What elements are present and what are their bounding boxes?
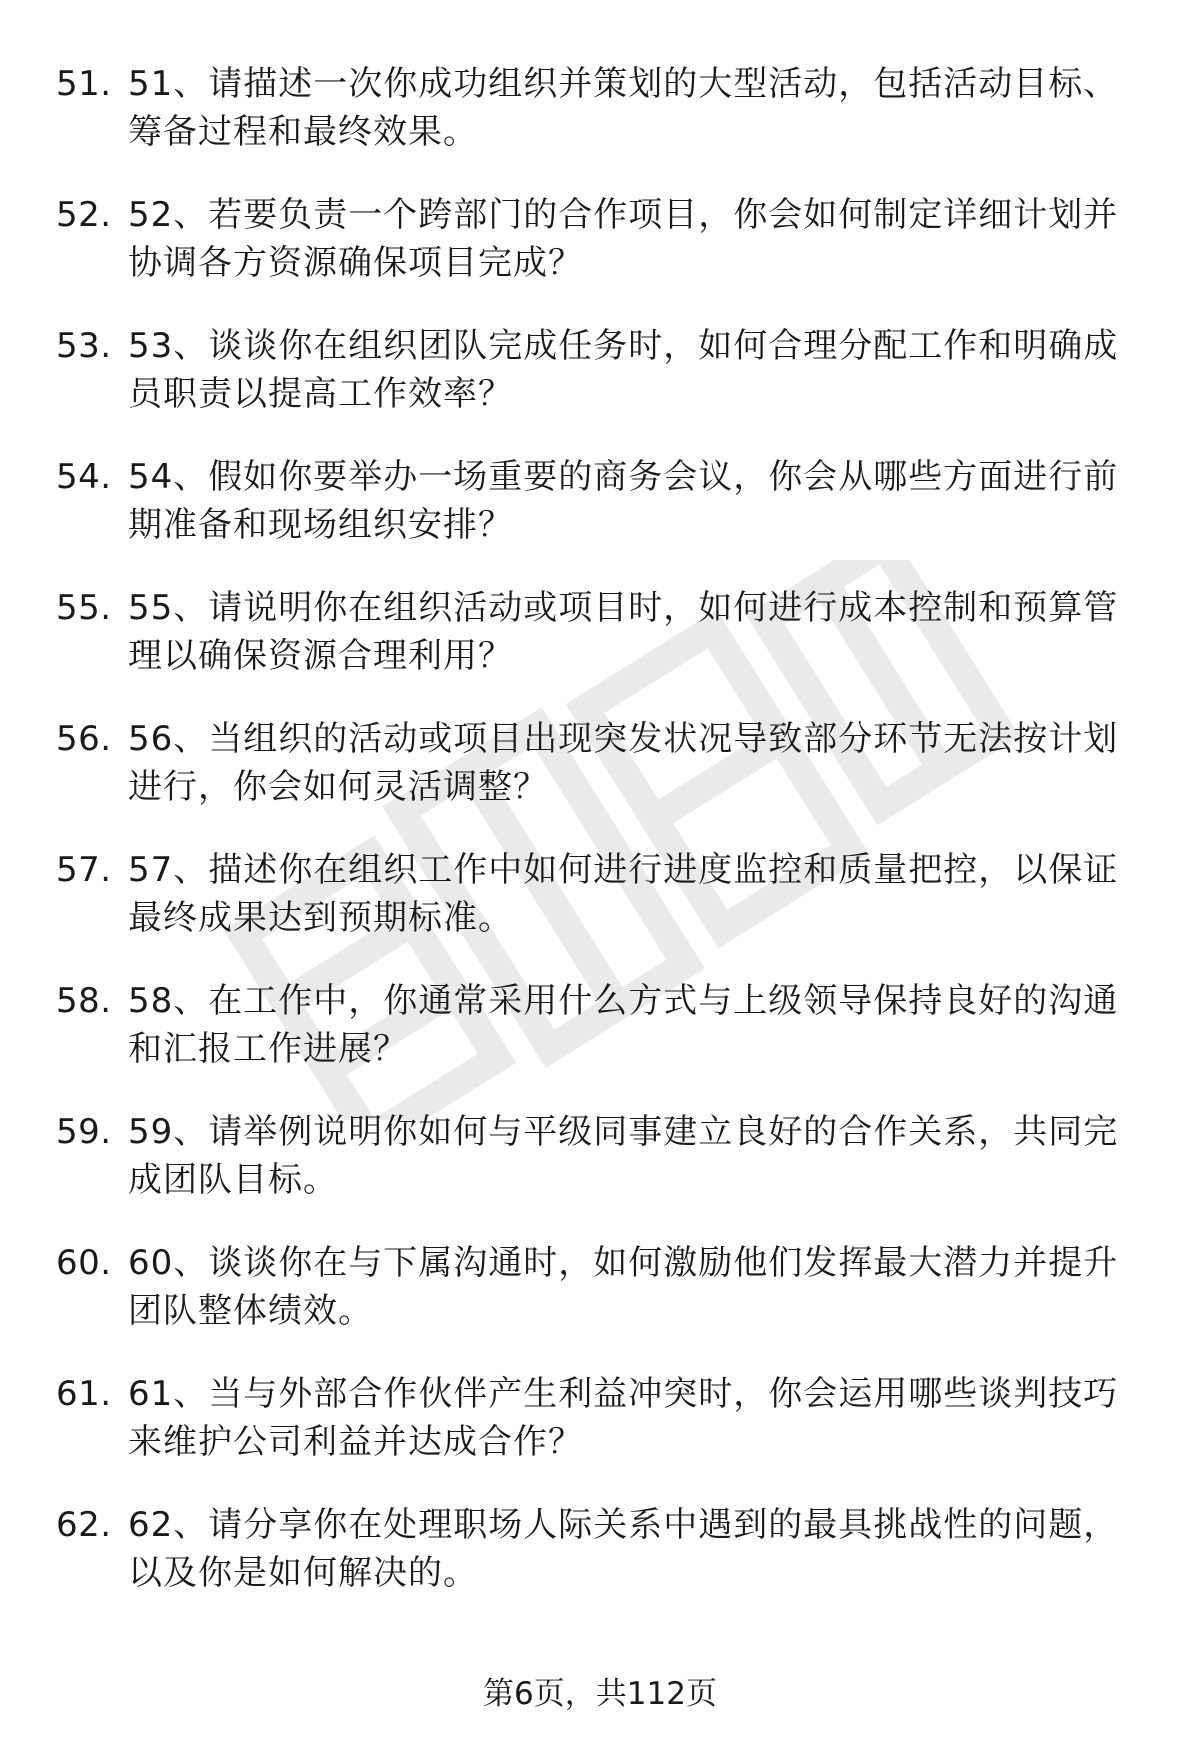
question-text: 59、请举例说明你如何与平级同事建立良好的合作关系，共同完成团队目标。 (128, 1112, 1119, 1200)
page-footer: 第6页，共112页 (483, 1676, 717, 1712)
list-item (0, 977, 1200, 1108)
list-item (0, 846, 1200, 977)
list-item (0, 322, 1200, 453)
question-number: 59. (56, 1112, 112, 1152)
question-text: 52、若要负责一个跨部门的合作项目，你会如何制定详细计划并协调各方资源确保项目完成？ (128, 195, 1119, 283)
question-number: 55. (56, 588, 112, 628)
question-number: 62. (56, 1505, 112, 1545)
question-number: 54. (56, 457, 112, 497)
question-text: 54、假如你要举办一场重要的商务会议，你会从哪些方面进行前期准备和现场组织安排？ (128, 457, 1119, 545)
question-text: 57、描述你在组织工作中如何进行进度监控和质量把控，以保证最终成果达到预期标准。 (128, 850, 1119, 938)
question-text: 56、当组织的活动或项目出现突发状况导致部分环节无法按计划进行，你会如何灵活调整？ (128, 719, 1119, 807)
question-number: 56. (56, 719, 112, 759)
question-text: 51、请描述一次你成功组织并策划的大型活动，包括活动目标、筹备过程和最终效果。 (128, 64, 1119, 152)
list-item (0, 715, 1200, 846)
list-item (0, 1370, 1200, 1501)
list-item (0, 453, 1200, 584)
question-number: 60. (56, 1243, 112, 1283)
list-item (0, 1501, 1200, 1632)
question-text: 55、请说明你在组织活动或项目时，如何进行成本控制和预算管理以确保资源合理利用？ (128, 588, 1119, 676)
question-number: 58. (56, 981, 112, 1021)
list-item (0, 584, 1200, 715)
question-text: 62、请分享你在处理职场人际关系中遇到的最具挑战性的问题，以及你是如何解决的。 (128, 1505, 1119, 1593)
list-item (0, 1108, 1200, 1239)
question-number: 51. (56, 64, 112, 104)
question-number: 53. (56, 326, 112, 366)
list-item (0, 1239, 1200, 1370)
list-item (0, 191, 1200, 322)
question-list (0, 60, 1200, 1632)
question-number: 61. (56, 1374, 112, 1414)
question-text: 60、谈谈你在与下属沟通时，如何激励他们发挥最大潜力并提升团队整体绩效。 (128, 1243, 1119, 1331)
question-text: 61、当与外部合作伙伴产生利益冲突时，你会运用哪些谈判技巧来维护公司利益并达成合作？ (128, 1374, 1119, 1462)
question-number: 52. (56, 195, 112, 235)
question-text: 53、谈谈你在组织团队完成任务时，如何合理分配工作和明确成员职责以提高工作效率？ (128, 326, 1119, 414)
question-number: 57. (56, 850, 112, 890)
list-item (0, 60, 1200, 191)
question-text: 58、在工作中，你通常采用什么方式与上级领导保持良好的沟通和汇报工作进展？ (128, 981, 1119, 1069)
